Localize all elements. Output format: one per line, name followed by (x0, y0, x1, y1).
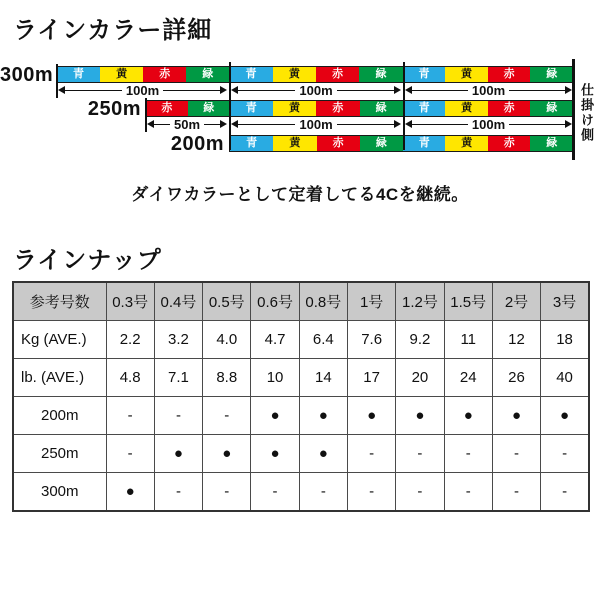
color-block-green: 緑 (530, 101, 573, 116)
value-cell: - (347, 435, 395, 473)
header-cell: 1号 (347, 282, 395, 321)
color-block-blue: 青 (403, 136, 446, 151)
color-block-red: 赤 (488, 136, 531, 151)
color-block-yellow: 黄 (445, 136, 488, 151)
availability-dot-cell: ● (541, 397, 589, 435)
distance-arrow (231, 117, 401, 131)
color-block-blue: 青 (230, 101, 273, 116)
color-block-yellow: 黄 (445, 101, 488, 116)
availability-dot-cell: ● (299, 397, 347, 435)
distance-label: 100m (471, 116, 506, 132)
availability-dot-cell: ● (251, 435, 299, 473)
arrowhead-left-icon (231, 120, 238, 128)
arrow-line (238, 90, 295, 91)
color-block-green: 緑 (188, 101, 230, 116)
line-color-bar-250m (145, 100, 574, 117)
value-cell: - (396, 435, 444, 473)
color-block-red: 赤 (316, 101, 359, 116)
line-color-diagram (0, 55, 600, 173)
table-header-row (13, 282, 589, 321)
value-cell: - (492, 473, 540, 512)
arrow-line (154, 124, 170, 125)
color-segment (229, 67, 402, 82)
value-cell: - (203, 397, 251, 435)
color-block-green: 緑 (359, 67, 402, 82)
value-cell: - (154, 473, 202, 512)
table-row (13, 473, 589, 512)
color-block-yellow: 黄 (273, 136, 316, 151)
distance-arrow (405, 83, 572, 97)
availability-dot-cell: ● (154, 435, 202, 473)
value-cell: - (396, 473, 444, 512)
value-cell: 2.2 (106, 321, 154, 359)
value-cell: 4.0 (203, 321, 251, 359)
availability-dot-cell: ● (251, 397, 299, 435)
color-block-red: 赤 (488, 101, 531, 116)
header-cell: 0.4号 (154, 282, 202, 321)
color-block-blue: 青 (57, 67, 100, 82)
length-row-label: 250m (87, 98, 141, 120)
header-cell: 0.3号 (106, 282, 154, 321)
arrow-line (163, 90, 220, 91)
color-block-green: 緑 (530, 136, 573, 151)
color-segment (230, 101, 403, 116)
distance-label: 100m (299, 116, 333, 132)
value-cell: 3.2 (154, 321, 202, 359)
arrow-line (65, 90, 122, 91)
arrowhead-right-icon (394, 120, 401, 128)
value-cell: 24 (444, 359, 492, 397)
arrowhead-left-icon (405, 120, 412, 128)
color-block-red: 赤 (488, 67, 531, 82)
availability-dot-cell: ● (444, 397, 492, 435)
line-color-bar-200m (229, 135, 574, 152)
boundary-line (145, 98, 147, 132)
color-block-red: 赤 (143, 67, 186, 82)
arrowhead-right-icon (565, 86, 572, 94)
value-cell: 17 (347, 359, 395, 397)
color-block-yellow: 黄 (445, 67, 488, 82)
rig-side-label: 仕掛け側 (579, 83, 594, 143)
color-segment (230, 136, 403, 151)
header-cell: 1.5号 (444, 282, 492, 321)
lineup-spec-table (12, 281, 590, 512)
value-cell: - (444, 473, 492, 512)
value-cell: - (492, 435, 540, 473)
arrow-line (509, 124, 565, 125)
color-block-green: 緑 (186, 67, 229, 82)
length-row-label: 300m (0, 64, 54, 86)
value-cell: 14 (299, 359, 347, 397)
arrow-line (509, 90, 565, 91)
color-block-blue: 青 (403, 101, 446, 116)
color-block-yellow: 黄 (273, 67, 316, 82)
value-cell: - (444, 435, 492, 473)
arrow-line (204, 124, 220, 125)
value-cell: 11 (444, 321, 492, 359)
boundary-line (229, 62, 231, 150)
row-label-cell: lb. (AVE.) (13, 359, 106, 397)
table-row (13, 359, 589, 397)
arrowhead-right-icon (565, 120, 572, 128)
color-block-yellow: 黄 (100, 67, 143, 82)
row-label-cell: 250m (13, 435, 106, 473)
distance-label: 100m (471, 82, 506, 98)
distance-arrow (147, 117, 227, 131)
distance-arrow (231, 83, 401, 97)
arrow-line (412, 124, 468, 125)
availability-dot-cell: ● (299, 435, 347, 473)
line-color-section-title: ラインカラー詳細 (13, 17, 213, 44)
value-cell: 26 (492, 359, 540, 397)
value-cell: 10 (251, 359, 299, 397)
boundary-line (403, 62, 405, 150)
distance-arrow (405, 117, 572, 131)
value-cell: 7.6 (347, 321, 395, 359)
value-cell: - (106, 397, 154, 435)
arrowhead-right-icon (220, 86, 227, 94)
value-cell: 40 (541, 359, 589, 397)
color-block-red: 赤 (316, 67, 359, 82)
header-cell: 0.8号 (299, 282, 347, 321)
table-row (13, 321, 589, 359)
arrow-line (337, 90, 394, 91)
value-cell: 18 (541, 321, 589, 359)
length-row-label: 200m (170, 133, 224, 155)
header-cell: 0.5号 (203, 282, 251, 321)
color-block-green: 緑 (360, 101, 403, 116)
lineup-section-title: ラインナップ (13, 247, 162, 274)
color-block-red: 赤 (317, 136, 360, 151)
distance-label: 100m (125, 82, 160, 98)
color-note-text: ダイワカラーとして定着してる4Cを継続。 (131, 185, 469, 204)
value-cell: - (347, 473, 395, 512)
arrow-line (412, 90, 468, 91)
color-block-green: 緑 (360, 136, 403, 151)
color-segment (403, 101, 573, 116)
header-cell: 2号 (492, 282, 540, 321)
header-cell: 0.6号 (251, 282, 299, 321)
distance-label: 100m (299, 82, 333, 98)
arrowhead-right-icon (220, 120, 227, 128)
table-row (13, 397, 589, 435)
distance-arrow (58, 83, 227, 97)
availability-dot-cell: ● (396, 397, 444, 435)
table-row (13, 435, 589, 473)
arrowhead-left-icon (405, 86, 412, 94)
color-segment (403, 136, 573, 151)
availability-dot-cell: ● (203, 435, 251, 473)
color-block-red: 赤 (146, 101, 188, 116)
color-block-yellow: 黄 (273, 101, 316, 116)
header-cell: 参考号数 (13, 282, 106, 321)
row-label-cell: Kg (AVE.) (13, 321, 106, 359)
arrowhead-left-icon (231, 86, 238, 94)
color-block-blue: 青 (229, 67, 272, 82)
value-cell: - (541, 435, 589, 473)
arrowhead-right-icon (394, 86, 401, 94)
value-cell: - (203, 473, 251, 512)
availability-dot-cell: ● (106, 473, 154, 512)
value-cell: 12 (492, 321, 540, 359)
row-label-cell: 200m (13, 397, 106, 435)
value-cell: 4.7 (251, 321, 299, 359)
value-cell: 4.8 (106, 359, 154, 397)
value-cell: 7.1 (154, 359, 202, 397)
line-color-bar-300m (56, 66, 574, 83)
color-segment (57, 67, 229, 82)
value-cell: - (106, 435, 154, 473)
color-block-blue: 青 (230, 136, 273, 151)
header-cell: 3号 (541, 282, 589, 321)
value-cell: 20 (396, 359, 444, 397)
boundary-line (572, 59, 575, 160)
value-cell: - (251, 473, 299, 512)
distance-label: 50m (173, 116, 201, 132)
row-label-cell: 300m (13, 473, 106, 512)
color-block-blue: 青 (403, 67, 446, 82)
arrow-line (337, 124, 394, 125)
value-cell: 6.4 (299, 321, 347, 359)
boundary-line (56, 64, 58, 98)
color-segment (403, 67, 573, 82)
arrowhead-left-icon (147, 120, 154, 128)
availability-dot-cell: ● (492, 397, 540, 435)
value-cell: - (154, 397, 202, 435)
value-cell: 8.8 (203, 359, 251, 397)
arrow-line (238, 124, 295, 125)
header-cell: 1.2号 (396, 282, 444, 321)
value-cell: - (541, 473, 589, 512)
color-block-green: 緑 (530, 67, 573, 82)
availability-dot-cell: ● (347, 397, 395, 435)
arrowhead-left-icon (58, 86, 65, 94)
value-cell: 9.2 (396, 321, 444, 359)
color-segment (146, 101, 230, 116)
value-cell: - (299, 473, 347, 512)
